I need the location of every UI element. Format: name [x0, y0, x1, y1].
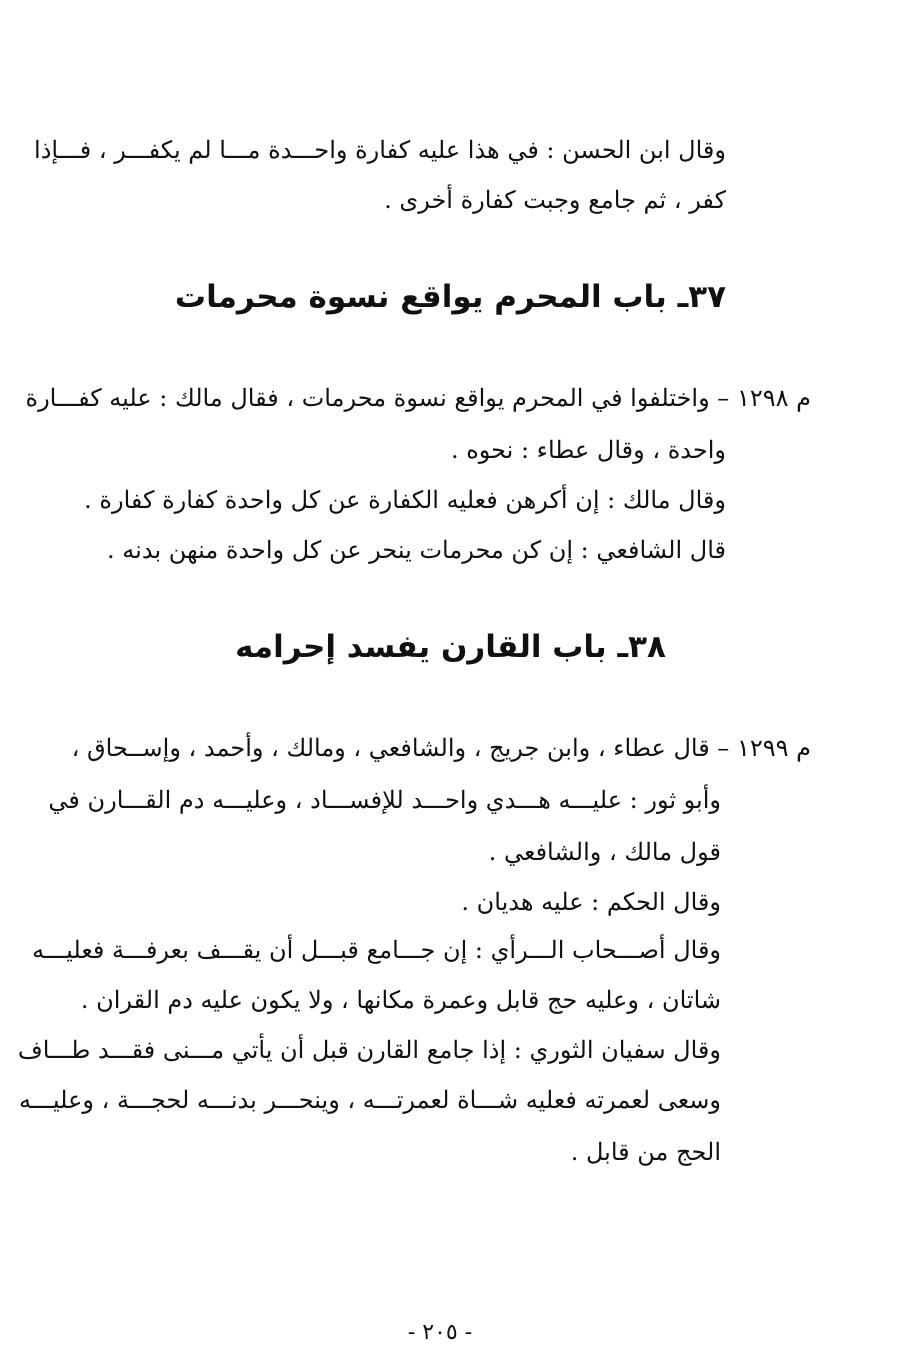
entry-1299-line: م ١٢٩٩ – قال عطاء ، وابن جريج ، والشافعي ، ومالك ، وأحمد ، وإســحاق ،	[71, 734, 811, 762]
chapter-heading-38: ٣٨ـ باب القارن يفسد إحرامه	[235, 629, 666, 665]
paragraph-line: كفر ، ثم جامع وجبت كفارة أخرى .	[384, 186, 726, 214]
entry-1299-line: وقال أصـــحاب الـــرأي : إن جـــامع قبـــل أن يقـــف بعرفـــة فعليـــه	[32, 936, 721, 964]
entry-1299-line: الحج من قابل .	[570, 1138, 721, 1166]
page-number: - ٢٠٥ -	[407, 1320, 473, 1345]
entry-1299-line: وأبو ثور : عليـــه هـــدي واحـــد للإفســـاد ، وعليـــه دم القـــارن في	[48, 786, 721, 814]
entry-1299-line: قول مالك ، والشافعي .	[488, 838, 721, 866]
entry-1299-line: شاتان ، وعليه حج قابل وعمرة مكانها ، ولا يكون عليه دم القران .	[80, 986, 721, 1014]
entry-1298-line: وقال مالك : إن أكرهن فعليه الكفارة عن كل واحدة كفارة كفارة .	[84, 486, 726, 514]
entry-1298-line: قال الشافعي : إن كن محرمات ينحر عن كل واحدة منهن بدنه .	[107, 536, 726, 564]
entry-1298-line: واحدة ، وقال عطاء : نحوه .	[450, 436, 726, 464]
paragraph-line: وقال ابن الحسن : في هذا عليه كفارة واحـــدة مـــا لم يكفـــر ، فـــإذا	[34, 136, 726, 164]
entry-1298-line: م ١٢٩٨ – واختلفوا في المحرم يواقع نسوة محرمات ، فقال مالك : عليه كفـــارة	[25, 384, 811, 412]
entry-1299-line: وقال سفيان الثوري : إذا جامع القارن قبل أن يأتي مـــنى فقـــد طـــاف	[17, 1036, 721, 1064]
entry-1299-line: وقال الحكم : عليه هديان .	[461, 888, 721, 916]
entry-1299-line: وسعى لعمرته فعليه شـــاة لعمرتـــه ، وينحـــر بدنـــه لحجـــة ، وعليـــه	[18, 1086, 721, 1114]
chapter-heading-37: ٣٧ـ باب المحرم يواقع نسوة محرمات	[174, 279, 727, 315]
